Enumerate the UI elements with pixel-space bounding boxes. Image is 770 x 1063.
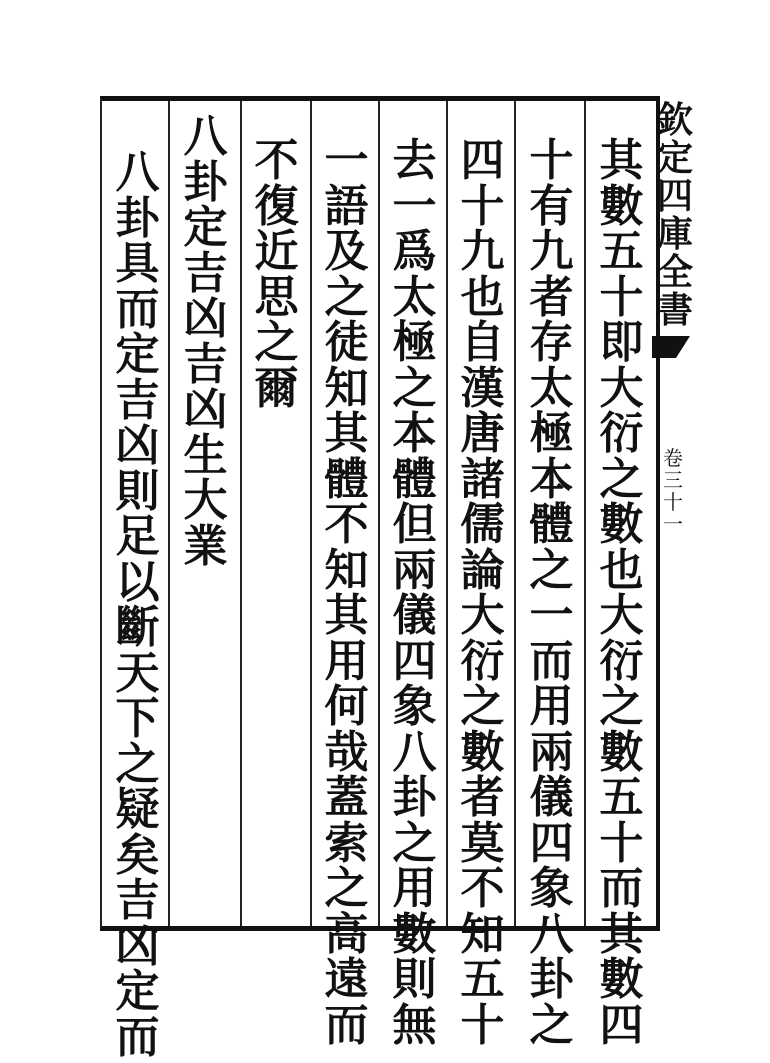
glyph: 太: [529, 362, 574, 414]
glyph: 本: [529, 453, 574, 505]
glyph: 用: [392, 863, 437, 914]
glyph: 卦: [529, 954, 574, 1005]
volume-label: [660, 448, 686, 536]
glyph: 生: [183, 429, 228, 481]
glyph: 數: [599, 180, 644, 232]
glyph: 大: [460, 590, 505, 641]
text-column-1: [588, 101, 655, 1051]
text-column-4: [381, 101, 448, 1051]
glyph: 何: [324, 681, 369, 732]
glyph: 卦: [183, 156, 228, 208]
glyph: 蓋: [324, 772, 369, 823]
glyph: 凶: [183, 384, 228, 435]
glyph: 大: [183, 475, 228, 526]
text-column-5: [313, 101, 380, 1051]
glyph: 其: [599, 908, 644, 960]
glyph: 全: [656, 251, 693, 293]
glyph: 數: [599, 726, 644, 778]
glyph: 吉: [115, 374, 160, 426]
glyph: 四: [460, 135, 505, 186]
glyph: 而: [115, 1011, 160, 1063]
glyph: 下: [115, 693, 160, 744]
glyph: 思: [254, 271, 299, 323]
glyph: 十: [460, 999, 505, 1051]
glyph: 定: [183, 202, 228, 253]
glyph: 體: [392, 453, 437, 505]
fishtail-mark-icon: [652, 332, 690, 362]
glyph: 諸: [460, 453, 505, 505]
glyph: 衍: [460, 635, 505, 687]
glyph: 五: [599, 772, 644, 823]
glyph: 其: [324, 408, 369, 459]
text-column-6: [243, 101, 310, 926]
glyph: 用: [529, 681, 574, 732]
glyph: 知: [460, 908, 505, 960]
glyph: 不: [324, 499, 369, 550]
glyph: 而: [599, 863, 644, 914]
glyph: 衍: [599, 635, 644, 687]
glyph: 欽: [656, 99, 693, 141]
glyph: 之: [392, 362, 437, 414]
glyph: 知: [324, 544, 369, 596]
glyph: 之: [115, 738, 160, 790]
glyph: 則: [392, 954, 437, 1005]
glyph: 之: [460, 681, 505, 732]
glyph: 用: [324, 635, 369, 687]
glyph: 論: [460, 544, 505, 596]
glyph: 之: [324, 863, 369, 914]
glyph: 兩: [392, 544, 437, 596]
book-title: [655, 99, 695, 331]
glyph: 書: [656, 289, 693, 331]
glyph: 九: [529, 226, 574, 277]
glyph: 也: [460, 271, 505, 323]
glyph: 衍: [599, 408, 644, 459]
glyph: 索: [324, 817, 369, 869]
glyph: 十: [460, 180, 505, 232]
glyph: 語: [324, 180, 369, 232]
glyph: 五: [599, 226, 644, 277]
glyph: 十: [529, 135, 574, 186]
glyph: 也: [599, 544, 644, 596]
glyph: 凶: [115, 920, 160, 972]
glyph: 本: [392, 408, 437, 459]
glyph: 去: [392, 135, 437, 186]
glyph: 一: [663, 512, 683, 536]
glyph: 漢: [460, 362, 505, 414]
glyph: 四: [656, 175, 693, 217]
glyph: 以: [115, 556, 160, 608]
glyph: 其: [324, 590, 369, 641]
glyph: 極: [392, 317, 437, 368]
glyph: 即: [599, 317, 644, 368]
glyph: 數: [460, 726, 505, 778]
glyph: 而: [324, 999, 369, 1051]
glyph: 定: [656, 137, 693, 179]
glyph: 數: [392, 908, 437, 960]
glyph: 定: [115, 329, 160, 380]
glyph: 象: [392, 681, 437, 732]
glyph: 十: [599, 817, 644, 869]
column-text: [104, 101, 171, 1061]
glyph: 之: [599, 453, 644, 505]
glyph: 高: [324, 908, 369, 960]
glyph: 爾: [254, 362, 299, 414]
glyph: 大: [599, 590, 644, 641]
column-text: [313, 101, 380, 1049]
glyph: 數: [599, 954, 644, 1005]
glyph: 哉: [324, 726, 369, 778]
glyph: 足: [115, 511, 160, 562]
glyph: 但: [392, 499, 437, 550]
column-divider: [310, 101, 312, 926]
glyph: 卦: [115, 192, 160, 244]
glyph: 吉: [183, 247, 228, 299]
glyph: 三: [663, 468, 683, 492]
glyph: 數: [599, 499, 644, 550]
glyph: 八: [115, 147, 160, 198]
glyph: 四: [599, 999, 644, 1051]
glyph: 十: [599, 271, 644, 323]
glyph: 其: [599, 135, 644, 186]
glyph: 凶: [183, 293, 228, 344]
glyph: 儀: [392, 590, 437, 641]
glyph: 不: [254, 135, 299, 186]
glyph: 自: [460, 317, 505, 368]
glyph: 五: [460, 954, 505, 1005]
text-column-3: [449, 101, 516, 1051]
glyph: 具: [115, 238, 160, 289]
glyph: 八: [392, 726, 437, 778]
text-column-7: [172, 101, 239, 926]
column-text: [588, 101, 655, 1049]
glyph: 之: [599, 681, 644, 732]
glyph: 體: [324, 453, 369, 505]
glyph: 一: [529, 590, 574, 641]
glyph: 大: [599, 362, 644, 414]
glyph: 凶: [115, 420, 160, 471]
glyph: 近: [254, 226, 299, 277]
glyph: 太: [392, 271, 437, 323]
glyph: 之: [529, 999, 574, 1051]
column-text: [243, 101, 310, 412]
column-text: [518, 101, 585, 1049]
glyph: 存: [529, 317, 574, 368]
glyph: 無: [392, 999, 437, 1051]
glyph: 而: [115, 283, 160, 335]
glyph: 十: [663, 490, 683, 514]
glyph: 卦: [392, 772, 437, 823]
glyph: 四: [529, 817, 574, 869]
glyph: 庫: [656, 213, 693, 255]
glyph: 則: [115, 465, 160, 517]
glyph: 象: [529, 863, 574, 914]
glyph: 吉: [115, 875, 160, 926]
glyph: 遠: [324, 954, 369, 1005]
glyph: 唐: [460, 408, 505, 459]
glyph: 之: [529, 544, 574, 596]
glyph: 徒: [324, 317, 369, 368]
text-column-8: [104, 101, 171, 1063]
glyph: 者: [460, 772, 505, 823]
glyph: 一: [324, 135, 369, 186]
glyph: 一: [392, 180, 437, 232]
glyph: 九: [460, 226, 505, 277]
glyph: 儀: [529, 772, 574, 823]
glyph: 爲: [392, 226, 437, 277]
glyph: 者: [529, 271, 574, 323]
glyph: 天: [115, 647, 160, 699]
glyph: 兩: [529, 726, 574, 778]
column-text: [381, 101, 448, 1049]
column-text: [172, 101, 239, 570]
glyph: 四: [392, 635, 437, 687]
glyph: 莫: [460, 817, 505, 869]
glyph: 之: [254, 317, 299, 368]
glyph: 吉: [183, 338, 228, 390]
glyph: 斷: [115, 602, 160, 653]
glyph: 定: [115, 966, 160, 1017]
glyph: 之: [392, 817, 437, 869]
glyph: 業: [183, 520, 228, 572]
glyph: 儒: [460, 499, 505, 550]
glyph: 不: [460, 863, 505, 914]
glyph: 之: [324, 271, 369, 323]
glyph: 八: [183, 111, 228, 162]
column-text: [449, 101, 516, 1049]
glyph: 及: [324, 226, 369, 277]
glyph: 復: [254, 180, 299, 232]
text-column-2: [518, 101, 585, 1051]
glyph: 而: [529, 635, 574, 687]
glyph: 有: [529, 180, 574, 232]
glyph: 八: [529, 908, 574, 960]
glyph: 極: [529, 408, 574, 459]
glyph: 矣: [115, 829, 160, 881]
glyph: 疑: [115, 784, 160, 835]
glyph: 體: [529, 499, 574, 550]
column-divider: [240, 101, 242, 926]
glyph: 卷: [663, 446, 683, 470]
glyph: 知: [324, 362, 369, 414]
